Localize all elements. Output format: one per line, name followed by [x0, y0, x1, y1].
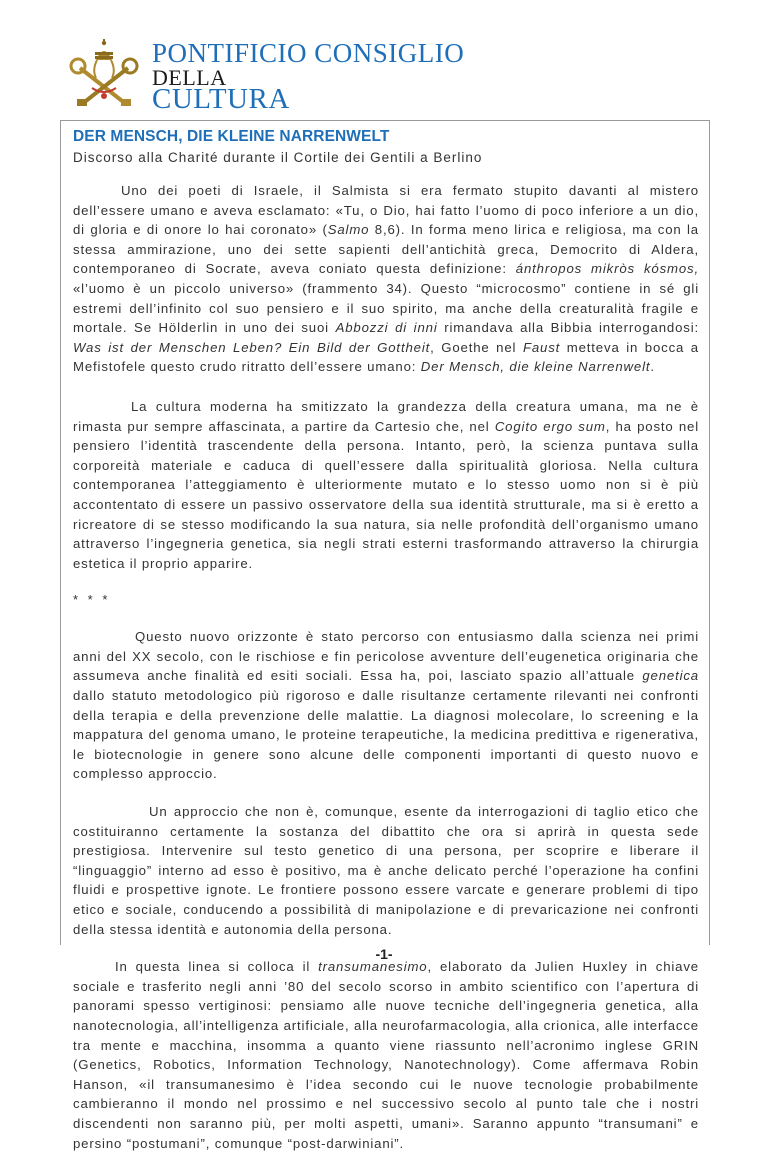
p2-text-a: La cultura moderna ha smitizzato la grandezza della creatura umana, ma ne è rimasta pur sempre affascinata, a partire da Cartesio che, nel [73, 398, 699, 434]
p1-text-a: Uno dei poeti di Israele, il Salmista si era fermato stupito davanti al mistero dell’essere umano e aveva esclamato: «Tu, o Dio, hai fatto l’uomo di poco inferiore a un dio, di gloria e di onore lo hai coronato» ( [73, 183, 699, 238]
p3-text-a: Questo nuovo orizzonte è stato percorso con entusiasmo dalla scienza nei primi anni del XX secolo, con le rischiose e fin pericolose avventure dell’eugenetica originaria che assumeva anche finalità ed esiti sociali. Essa ha, poi, lasciato spazio all’attuale [73, 629, 699, 684]
p1-text-j: Faust [522, 339, 561, 355]
p1-text-l: Der Mensch, die kleine Narrenwelt [420, 359, 651, 375]
p1-text-f: Abbozzi di inni [335, 320, 438, 336]
p5-text-a: In questa linea si colloca il [115, 959, 319, 975]
p1-text-g: rimandava alla Bibbia interrogandosi: [437, 320, 699, 336]
p1-text-d: ánthropos mikròs kósmos, [515, 261, 699, 277]
p2-text-b: Cogito ergo sum [494, 418, 606, 434]
brand-line-cultura: CULTURA [152, 83, 290, 115]
section-separator: * * * [73, 592, 111, 608]
brand-line-pontificio: PONTIFICIO CONSIGLIO [152, 38, 465, 68]
p1-text-c: 8,6). In forma meno lirica e religiosa, ma con la stessa ammirazione, uno dei sette sapienti dell’antichità greca, Democrito di Aldera, contemporaneo di Socrate, aveva coniato questa definizione: [73, 222, 699, 277]
p5-text-b: transumanesimo [318, 959, 428, 975]
p1-text-i: , Goethe nel [430, 339, 523, 355]
paragraph-2 [73, 397, 699, 573]
header [66, 38, 566, 116]
p1-text-m: . [650, 359, 655, 375]
p1-text-e: «l’uomo è un piccolo universo» (frammento 34). Questo “microcosmo” contiene in sé gli estremi dell’infinito col suo pensiero e il suo spirito, ma anche della creaturalità fragile e mortale. Se Hölderlin in uno dei suoi [73, 280, 699, 336]
p1-text-b: Salmo [327, 222, 370, 238]
p3-text-b: genetica [642, 668, 699, 684]
article [73, 127, 699, 1153]
paragraph-4 [73, 802, 699, 939]
p5-text-c: , elaborato da Julien Huxley in chiave sociale e trasferito negli anni ’80 del secolo scorso in ambito scientifico con l’apertura di panorami spesso vertiginosi: pensiamo alle nuove tecniche dell’ingegneria genetica, alla nanotecnologia, all’intelligenza artificiale, alla neurofarmacologia, alla crionica, alle interfacce tra mente e macchina, insomma a quanto viene riassunto nell’acronimo inglese GRIN (Genetics, Robotics, Information Technology, Nanotechnology). Come affermava Robin Hanson, «il transumanesimo è l’idea secondo cui le nuove tecnologie probabilmente cambieranno il mondo nel prossimo e nel successivo secolo al punto tale che i nostri discendenti non saranno più, per molti aspetti, umani». Saranno appunto “transumani” e persino “postumani”, comunque “post-darwiniani”. [73, 959, 699, 1151]
article-title: DER MENSCH, DIE KLEINE NARRENWELT [73, 128, 390, 145]
p1-text-k: metteva in bocca a Mefistofele questo crudo ritratto dell’essere umano: [73, 339, 699, 375]
paragraph-5 [73, 957, 699, 1153]
papal-keys-emblem-icon [66, 38, 142, 112]
p3-text-c: dallo statuto metodologico più rigoroso e dalle risultanze certamente rilevanti nei confronti della terapia e della prevenzione delle malattie. La diagnosi molecolare, lo screening e la mappatura del genoma umano, le proteine terapeutiche, la medicina predittiva e rigenerativa, le biotecnologie in genere sono alcune delle componenti importanti di questo nuovo e complesso approccio. [73, 688, 699, 782]
article-subtitle: Discorso alla Charité durante il Cortile dei Gentili a Berlino [73, 150, 483, 165]
p1-text-h: Was ist der Menschen Leben? Ein Bild der Gottheit [73, 339, 431, 355]
p4-text-a: Un approccio che non è, comunque, esente da interrogazioni di taglio etico che costituiranno certamente la sostanza del dibattito che ora si aprirà in questa sede prestigiosa. Intervenire sul testo genetico di una persona, per scoprire e liberare il “linguaggio” interno ad esso è positivo, ma è anche delicato perché l’operazione ha confini fluidi e prospettive ignote. Le frontiere possono essere varcate e generare problemi di tipo etico e sociale, conducendo a possibilità di manipolazione e di prevaricazione nei confronti della stessa identità e autonomia della persona. [73, 804, 699, 937]
p2-text-c: , ha posto nel pensiero l’identità trascendente della persona. Intanto, però, la scienza puntava sulla corporeità materiale e caduca di quell’essere dalla spiritualità gloriosa. Nella cultura contemporanea l’atteggiamento è ulteriormente mutato e lo stesso uomo non si è più accontentato di essere un passivo osservatore della sua identità strutturale, ma si è eretto a ricreatore di se stesso modificando la sua natura, sia nelle profondità dell’organismo umano attraverso l’ingegneria genetica, sia negli strati esterni trasformando attraverso la chirurgia estetica il proprio apparire. [73, 418, 699, 571]
brand-line-della: DELLA [152, 65, 227, 90]
paragraph-1 [73, 181, 699, 377]
paragraph-3 [73, 627, 699, 784]
page-number: -1- [375, 946, 393, 962]
